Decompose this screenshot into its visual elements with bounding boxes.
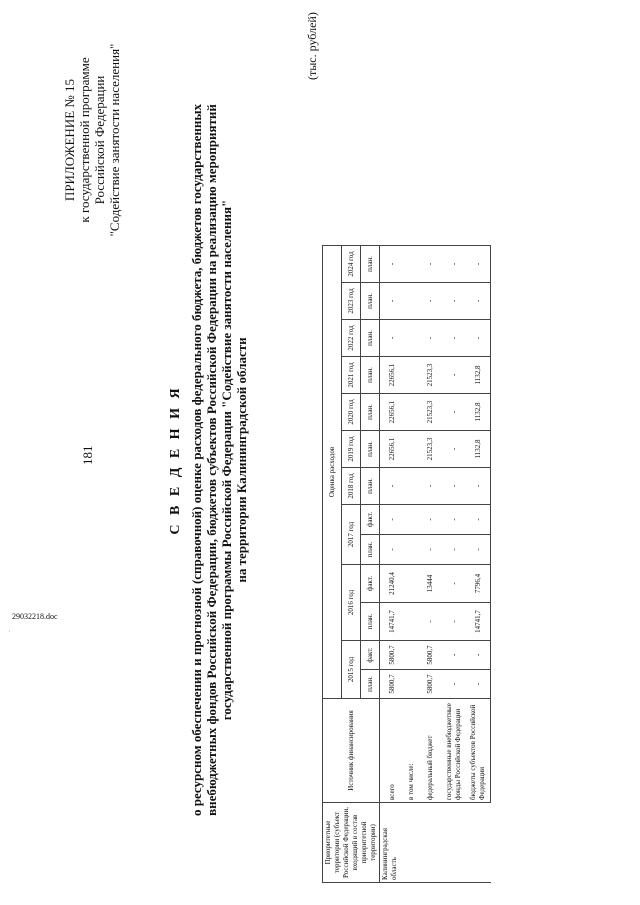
value-cell <box>404 505 418 535</box>
value-cell: 1132,8 <box>466 431 491 468</box>
value-cell: - <box>466 641 491 670</box>
value-cell: 5800,7 <box>418 670 442 699</box>
source-cell: всего <box>380 699 405 803</box>
subheader-plan: план. <box>361 535 380 565</box>
value-cell: - <box>466 535 491 565</box>
subheader-plan: план. <box>361 394 380 431</box>
value-cell: 21240,4 <box>380 565 405 603</box>
header-2015: 2015 год <box>342 641 361 699</box>
header-2017: 2017 год <box>342 505 361 565</box>
value-cell: - <box>418 505 442 535</box>
value-cell: 1132,8 <box>466 357 491 394</box>
page-number: 181 <box>80 445 95 465</box>
value-cell: 21523,3 <box>418 394 442 431</box>
value-cell: - <box>442 603 466 641</box>
header-2023: 2023 год <box>342 283 361 320</box>
subheader-plan: план. <box>361 468 380 505</box>
subheader-plan: план. <box>361 283 380 320</box>
resource-table <box>322 245 491 883</box>
value-cell: 13444 <box>418 565 442 603</box>
value-cell <box>404 246 418 283</box>
value-cell: - <box>442 394 466 431</box>
value-cell: - <box>466 468 491 505</box>
value-cell: - <box>466 246 491 283</box>
value-cell <box>404 603 418 641</box>
title-line-2: внебюджетных фондов Российской Федерации, бюджетов субъектов Российской Федерации на реализацию мероприятий <box>204 104 219 816</box>
subheader-fact: факт. <box>361 641 380 670</box>
header-2020: 2020 год <box>342 394 361 431</box>
table-row <box>380 246 405 883</box>
header-2021: 2021 год <box>342 357 361 394</box>
value-cell: 14741,7 <box>380 603 405 641</box>
source-cell: федеральный бюджет <box>418 699 442 803</box>
value-cell: 22656,1 <box>380 357 405 394</box>
value-cell <box>404 394 418 431</box>
value-cell: 5800,7 <box>380 641 405 670</box>
subheader-plan: план. <box>361 603 380 641</box>
subheader-fact: факт. <box>361 505 380 535</box>
value-cell: - <box>418 246 442 283</box>
header-2019: 2019 год <box>342 431 361 468</box>
title-line-1: о ресурсном обеспечении и прогнозной (справочной) оценке расходов федерального бюджета, бюджетов государственных <box>189 104 204 816</box>
title-heading: С В Е Д Е Н И Я <box>168 385 183 535</box>
header-2016: 2016 год <box>342 565 361 641</box>
subheader-plan: план. <box>361 320 380 357</box>
appendix-line-4: "Содействие занятости населения" <box>107 43 122 237</box>
subheader-plan: план. <box>361 357 380 394</box>
title-line-4: на территории Калининградской области <box>234 337 249 583</box>
value-cell: - <box>442 431 466 468</box>
title-line-3: государственной программы Российской Федерации "Содействие занятости населения" <box>219 199 234 721</box>
header-2022: 2022 год <box>342 320 361 357</box>
value-cell: - <box>418 535 442 565</box>
value-cell: - <box>442 357 466 394</box>
document-id: 29032218.doc <box>12 612 58 621</box>
header-source: Источник финансирования <box>323 699 380 803</box>
value-cell: - <box>418 283 442 320</box>
value-cell <box>404 431 418 468</box>
value-cell: 14741,7 <box>466 603 491 641</box>
value-cell: - <box>442 535 466 565</box>
source-cell: государственные внебюджетные фонды Российской Федерации <box>442 699 466 803</box>
value-cell: 5800,7 <box>380 670 405 699</box>
appendix-line-1: ПРИЛОЖЕНИЕ № 15 <box>62 78 77 202</box>
subheader-plan: план. <box>361 431 380 468</box>
value-cell: 21523,3 <box>418 357 442 394</box>
value-cell <box>404 670 418 699</box>
value-cell <box>404 283 418 320</box>
value-cell: - <box>442 283 466 320</box>
value-cell: - <box>442 468 466 505</box>
value-cell: - <box>380 535 405 565</box>
subheader-fact: факт. <box>361 565 380 603</box>
value-cell: - <box>418 468 442 505</box>
value-cell: 21523,3 <box>418 431 442 468</box>
value-cell: 5800,7 <box>418 641 442 670</box>
value-cell: 22656,1 <box>380 431 405 468</box>
value-cell: - <box>466 505 491 535</box>
value-cell: - <box>466 670 491 699</box>
appendix-line-3: Российской Федерации <box>92 75 107 205</box>
table-row <box>418 246 442 883</box>
header-estimate: Оценка расходов <box>323 246 342 699</box>
margin-mark: · <box>8 627 11 636</box>
table-row <box>442 246 466 883</box>
value-cell: - <box>466 283 491 320</box>
value-cell: - <box>442 670 466 699</box>
header-2024: 2024 год <box>342 246 361 283</box>
source-cell: бюджеты субъектов Российской Федерации <box>466 699 491 803</box>
value-cell <box>404 320 418 357</box>
value-cell: 7796,4 <box>466 565 491 603</box>
value-cell: - <box>442 505 466 535</box>
value-cell: - <box>442 320 466 357</box>
value-cell <box>404 357 418 394</box>
value-cell: - <box>418 320 442 357</box>
header-territory: Приоритетные территории (субъект Российской Федерации, входящий в состав приоритетной территории) <box>323 803 380 883</box>
value-cell: - <box>380 505 405 535</box>
value-cell: - <box>380 283 405 320</box>
header-2018: 2018 год <box>342 468 361 505</box>
subheader-plan: план. <box>361 246 380 283</box>
value-cell: - <box>466 320 491 357</box>
appendix-block <box>62 25 122 255</box>
value-cell <box>404 468 418 505</box>
subheader-plan: план. <box>361 670 380 699</box>
region-cell: Калининградская область <box>380 803 491 883</box>
table-row <box>466 246 491 883</box>
appendix-line-2: к государственной программе <box>77 57 92 223</box>
source-cell: в том числе: <box>404 699 418 803</box>
units-label: (тыс. рублей) <box>305 12 319 80</box>
document-title <box>168 55 249 865</box>
value-cell: - <box>380 468 405 505</box>
value-cell: - <box>442 565 466 603</box>
value-cell <box>404 535 418 565</box>
value-cell <box>404 641 418 670</box>
value-cell: 1132,8 <box>466 394 491 431</box>
value-cell: 22656,1 <box>380 394 405 431</box>
value-cell: - <box>442 246 466 283</box>
value-cell: - <box>418 603 442 641</box>
value-cell: - <box>380 246 405 283</box>
value-cell: - <box>442 641 466 670</box>
table-row <box>404 246 418 883</box>
value-cell: - <box>380 320 405 357</box>
value-cell <box>404 565 418 603</box>
